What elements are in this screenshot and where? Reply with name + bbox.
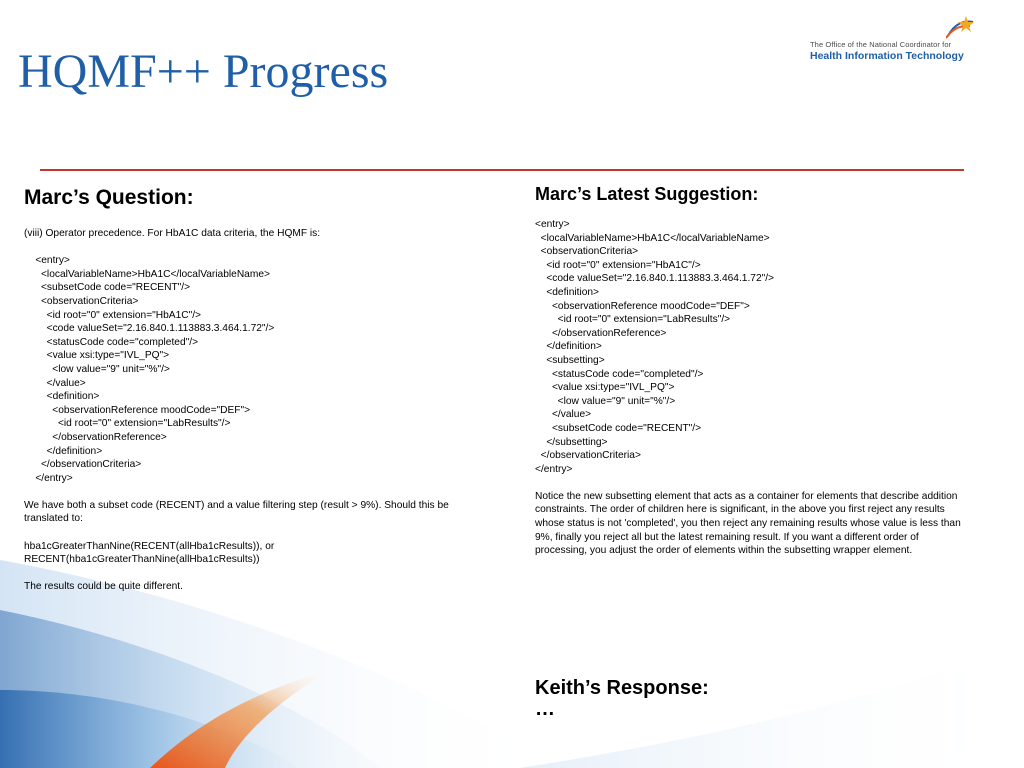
left-code-line: <statusCode code="completed"/> [24, 336, 199, 348]
marc-suggestion-section [535, 184, 965, 558]
question-code-block [24, 254, 494, 485]
right-code-line: </entry> [535, 463, 573, 475]
left-code-line: </observationReference> [24, 431, 167, 443]
left-code-line: <value xsi:type="IVL_PQ"> [24, 350, 170, 362]
left-code-line: </definition> [24, 445, 103, 457]
left-code-line: </value> [24, 377, 86, 389]
right-code-line: <observationCriteria> [535, 246, 639, 258]
left-code-line: <observationReference moodCode="DEF"> [24, 404, 251, 416]
right-code-line: <definition> [535, 286, 600, 298]
right-code-line: </observationCriteria> [535, 450, 641, 462]
left-code-line: <localVariableName>HbA1C</localVariableName> [24, 268, 270, 280]
left-code-line: </entry> [24, 472, 73, 484]
right-code-line: <subsetting> [535, 354, 605, 366]
right-code-line: </definition> [535, 341, 602, 353]
question-intro: (viii) Operator precedence. For HbA1C data criteria, the HQMF is: [24, 228, 321, 239]
left-code-line: <observationCriteria> [24, 295, 139, 307]
right-code-line: <statusCode code="completed"/> [535, 368, 704, 380]
left-code-line: <code valueSet="2.16.840.1.113883.3.464.1.72"/> [24, 323, 275, 335]
keith-response-heading: Keith’s Response: [535, 677, 709, 699]
right-code-line: </subsetting> [535, 436, 608, 448]
question-para-1: We have both a subset code (RECENT) and a value filtering step (result > 9%). Should this be translated to: [24, 499, 452, 525]
right-code-line: <id root="0" extension="HbA1C"/> [535, 259, 701, 271]
left-code-line: <subsetCode code="RECENT"/> [24, 282, 191, 294]
right-code-line: <value xsi:type="IVL_PQ"> [535, 382, 675, 394]
left-code-line: </observationCriteria> [24, 459, 142, 471]
right-code-line: <id root="0" extension="LabResults"/> [535, 314, 731, 326]
right-code-line: </observationReference> [535, 327, 667, 339]
suggestion-code-block [535, 218, 965, 476]
slide-title: HQMF++ Progress [18, 45, 389, 98]
star-icon [946, 16, 974, 40]
left-code-line: <definition> [24, 391, 100, 403]
left-code-line: <low value="9" unit="%"/> [24, 363, 170, 375]
suggestion-notice: Notice the new subsetting element that acts as a container for elements that describe addition constraints. The order of children here is significant, in the above you first reject any results whose status is not 'completed', you then reject any remaining results whose value is less than 9%, finally you reject all but the latest remaining result. If you want a different order of processing, you adjust the order of elements within the subsetting wrapper element. [535, 490, 964, 557]
left-code-line: <entry> [24, 255, 70, 267]
right-code-line: <localVariableName>HbA1C</localVariableName> [535, 232, 770, 244]
onc-logo [808, 18, 978, 68]
marc-question-section [24, 186, 494, 594]
right-code-line: <code valueSet="2.16.840.1.113883.3.464.1.72"/> [535, 273, 775, 285]
right-code-line: </value> [535, 409, 592, 421]
right-code-line: <low value="9" unit="%"/> [535, 395, 676, 407]
left-code-line: <id root="0" extension="HbA1C"/> [24, 309, 201, 321]
logo-org-line: The Office of the National Coordinator for [810, 40, 952, 49]
question-para-2: hba1cGreaterThanNine(RECENT(allHba1cResults)), or RECENT(hba1cGreaterThanNine(allHba1cResults)) [24, 540, 278, 566]
keith-response-ellipsis: … [535, 698, 555, 720]
right-code-line: <entry> [535, 219, 570, 230]
question-para-3: The results could be quite different. [24, 581, 183, 593]
marc-question-heading: Marc’s Question: [24, 186, 194, 209]
marc-suggestion-heading: Marc’s Latest Suggestion: [535, 184, 759, 204]
logo-hit-line: Health Information Technology [810, 50, 964, 62]
right-code-line: <observationReference moodCode="DEF"> [535, 300, 750, 312]
right-code-line: <subsetCode code="RECENT"/> [535, 422, 702, 434]
left-code-line: <id root="0" extension="LabResults"/> [24, 418, 231, 430]
keith-response-section [535, 676, 709, 718]
title-divider [40, 169, 964, 171]
